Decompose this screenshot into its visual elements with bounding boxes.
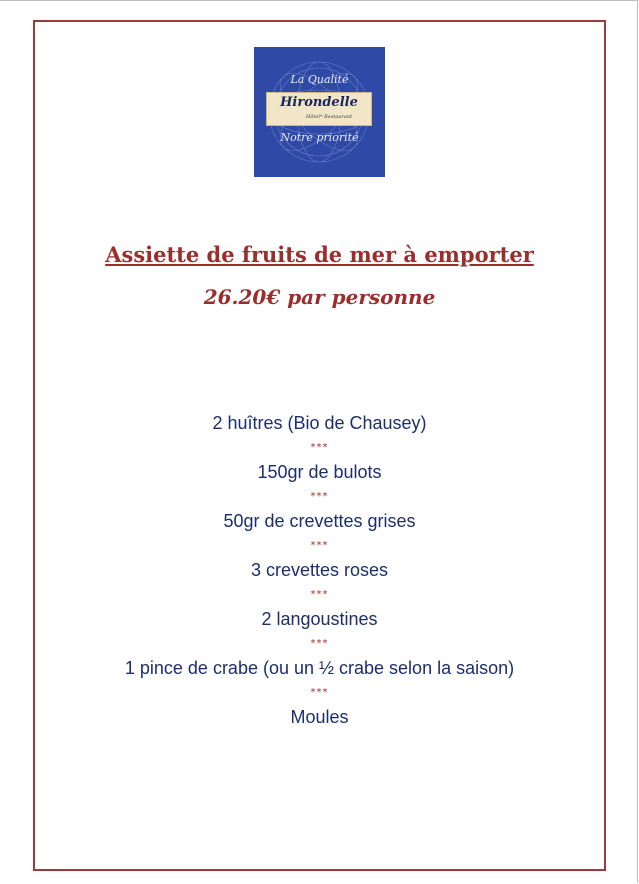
logo-bottom-text: Notre priorité (280, 131, 359, 144)
menu-separator: *** (310, 442, 329, 453)
menu-item: 2 langoustines (261, 609, 378, 629)
logo-banner (266, 92, 372, 126)
logo-top-text: La Qualité (290, 73, 349, 86)
menu-item: 1 pince de crabe (ou un ½ crabe selon la saison) (124, 658, 515, 678)
menu-separator: *** (310, 687, 329, 698)
menu-item: 50gr de crevettes grises (223, 511, 416, 531)
menu-item: Moules (290, 707, 349, 727)
menu-separator: *** (310, 491, 329, 502)
menu-separator: *** (310, 589, 329, 600)
menu-separator: *** (310, 540, 329, 551)
menu-item: 150gr de bulots (257, 462, 382, 482)
menu-price: 26.20€ par personne (203, 285, 436, 309)
menu-item: 3 crevettes roses (250, 560, 389, 580)
logo-name: Hirondelle (280, 95, 358, 110)
hirondelle-logo (254, 47, 385, 177)
menu-item: 2 huîtres (Bio de Chausey) (212, 413, 427, 433)
menu-title: Assiette de fruits de mer à emporter (105, 242, 534, 267)
menu-list (0, 411, 639, 729)
menu-separator: *** (310, 638, 329, 649)
logo-sub-text: Hôtel* Restaurant (306, 114, 353, 120)
